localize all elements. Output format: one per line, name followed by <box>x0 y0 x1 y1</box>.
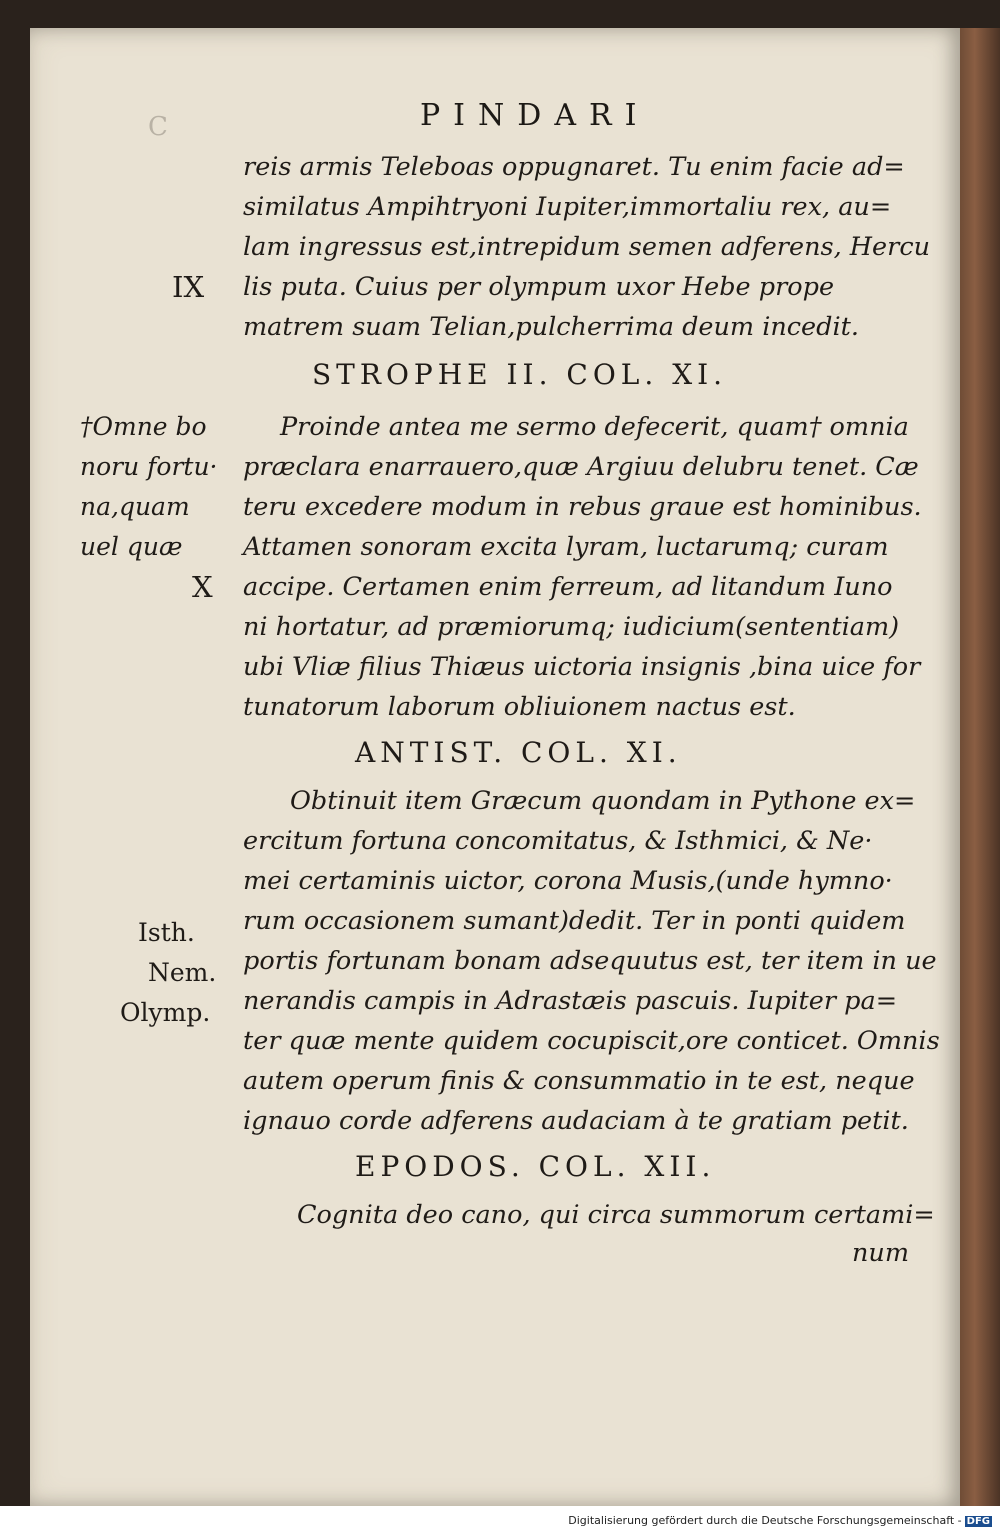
text-line: Attamen sonoram excita lyram, luctarumq; curam <box>243 532 889 562</box>
section-heading-epodos: EPODOS. COL. XII. <box>355 1150 716 1183</box>
text-line: matrem suam Telian,pulcherrima deum incedit. <box>243 312 859 342</box>
marginal-games-isthmian: Isth. <box>138 918 195 947</box>
text-line: reis armis Teleboas oppugnaret. Tu enim facie ad= <box>243 152 905 182</box>
section-marker-x: X <box>192 570 213 604</box>
section-marker-ix: IX <box>172 270 205 304</box>
digitization-credit <box>568 1514 992 1527</box>
text-line: rum occasionem sumant)dedit. Ter in ponti quidem <box>243 906 906 936</box>
text-line: lam ingressus est,intrepidum semen adferens, Hercu <box>243 232 931 262</box>
dfg-logo: DFG <box>966 1516 990 1527</box>
marginal-games-nemean: Nem. <box>148 958 217 987</box>
text-line: præclara enarrauero,quæ Argiuu delubru tenet. Cæ <box>243 452 919 482</box>
marginal-note-line: noru fortu· <box>80 452 218 481</box>
text-line: autem operum finis & consummatio in te est, neque <box>243 1066 915 1096</box>
text-line: teru excedere modum in rebus graue est hominibus. <box>243 492 922 522</box>
text-line: ignauo corde adferens audaciam à te gratiam petit. <box>243 1106 909 1136</box>
text-line: Proinde antea me sermo defecerit, quam† omnia <box>280 412 909 442</box>
text-line: ubi Vliæ filius Thiæus uictoria insignis ,bina uice for <box>243 652 921 682</box>
marginal-note-line: uel quæ <box>80 532 183 561</box>
book-binding-edge <box>958 28 1000 1506</box>
catchword: num <box>852 1238 910 1268</box>
text-line: ni hortatur, ad præmiorumq; iudicium(sententiam) <box>243 612 900 642</box>
ink-smudge: C <box>148 112 168 142</box>
marginal-note-line: †Omne bo <box>80 412 207 441</box>
text-line: portis fortunam bonam adsequutus est, ter item in ue <box>243 946 937 976</box>
text-line: lis puta. Cuius per olympum uxor Hebe prope <box>243 272 835 302</box>
text-line: ter quæ mente quidem cocupiscit,ore conticet. Omnis <box>243 1026 940 1056</box>
text-line: mei certaminis uictor, corona Musis,(unde hymno· <box>243 866 893 896</box>
marginal-note-line: na,quam <box>80 492 190 521</box>
running-head: PINDARI <box>420 98 650 133</box>
section-heading-strophe: STROPHE II. COL. XI. <box>312 358 728 391</box>
text-line: Obtinuit item Græcum quondam in Pythone ex= <box>290 786 916 816</box>
digitization-credit-text: Digitalisierung gefördert durch die Deutsche Forschungsgemeinschaft - <box>568 1514 962 1527</box>
text-line: nerandis campis in Adrastæis pascuis. Iupiter pa= <box>243 986 898 1016</box>
text-line: accipe. Certamen enim ferreum, ad litandum Iuno <box>243 572 893 602</box>
section-heading-antistrophe: ANTIST. COL. XI. <box>355 736 682 769</box>
text-line: similatus Ampihtryoni Iupiter,immortaliu rex, au= <box>243 192 892 222</box>
text-line: Cognita deo cano, qui circa summorum certami= <box>297 1200 935 1230</box>
text-line: ercitum fortuna concomitatus, & Isthmici, & Ne· <box>243 826 873 856</box>
text-line: tunatorum laborum obliuionem nactus est. <box>243 692 796 722</box>
marginal-games-olympic: Olymp. <box>120 998 211 1027</box>
